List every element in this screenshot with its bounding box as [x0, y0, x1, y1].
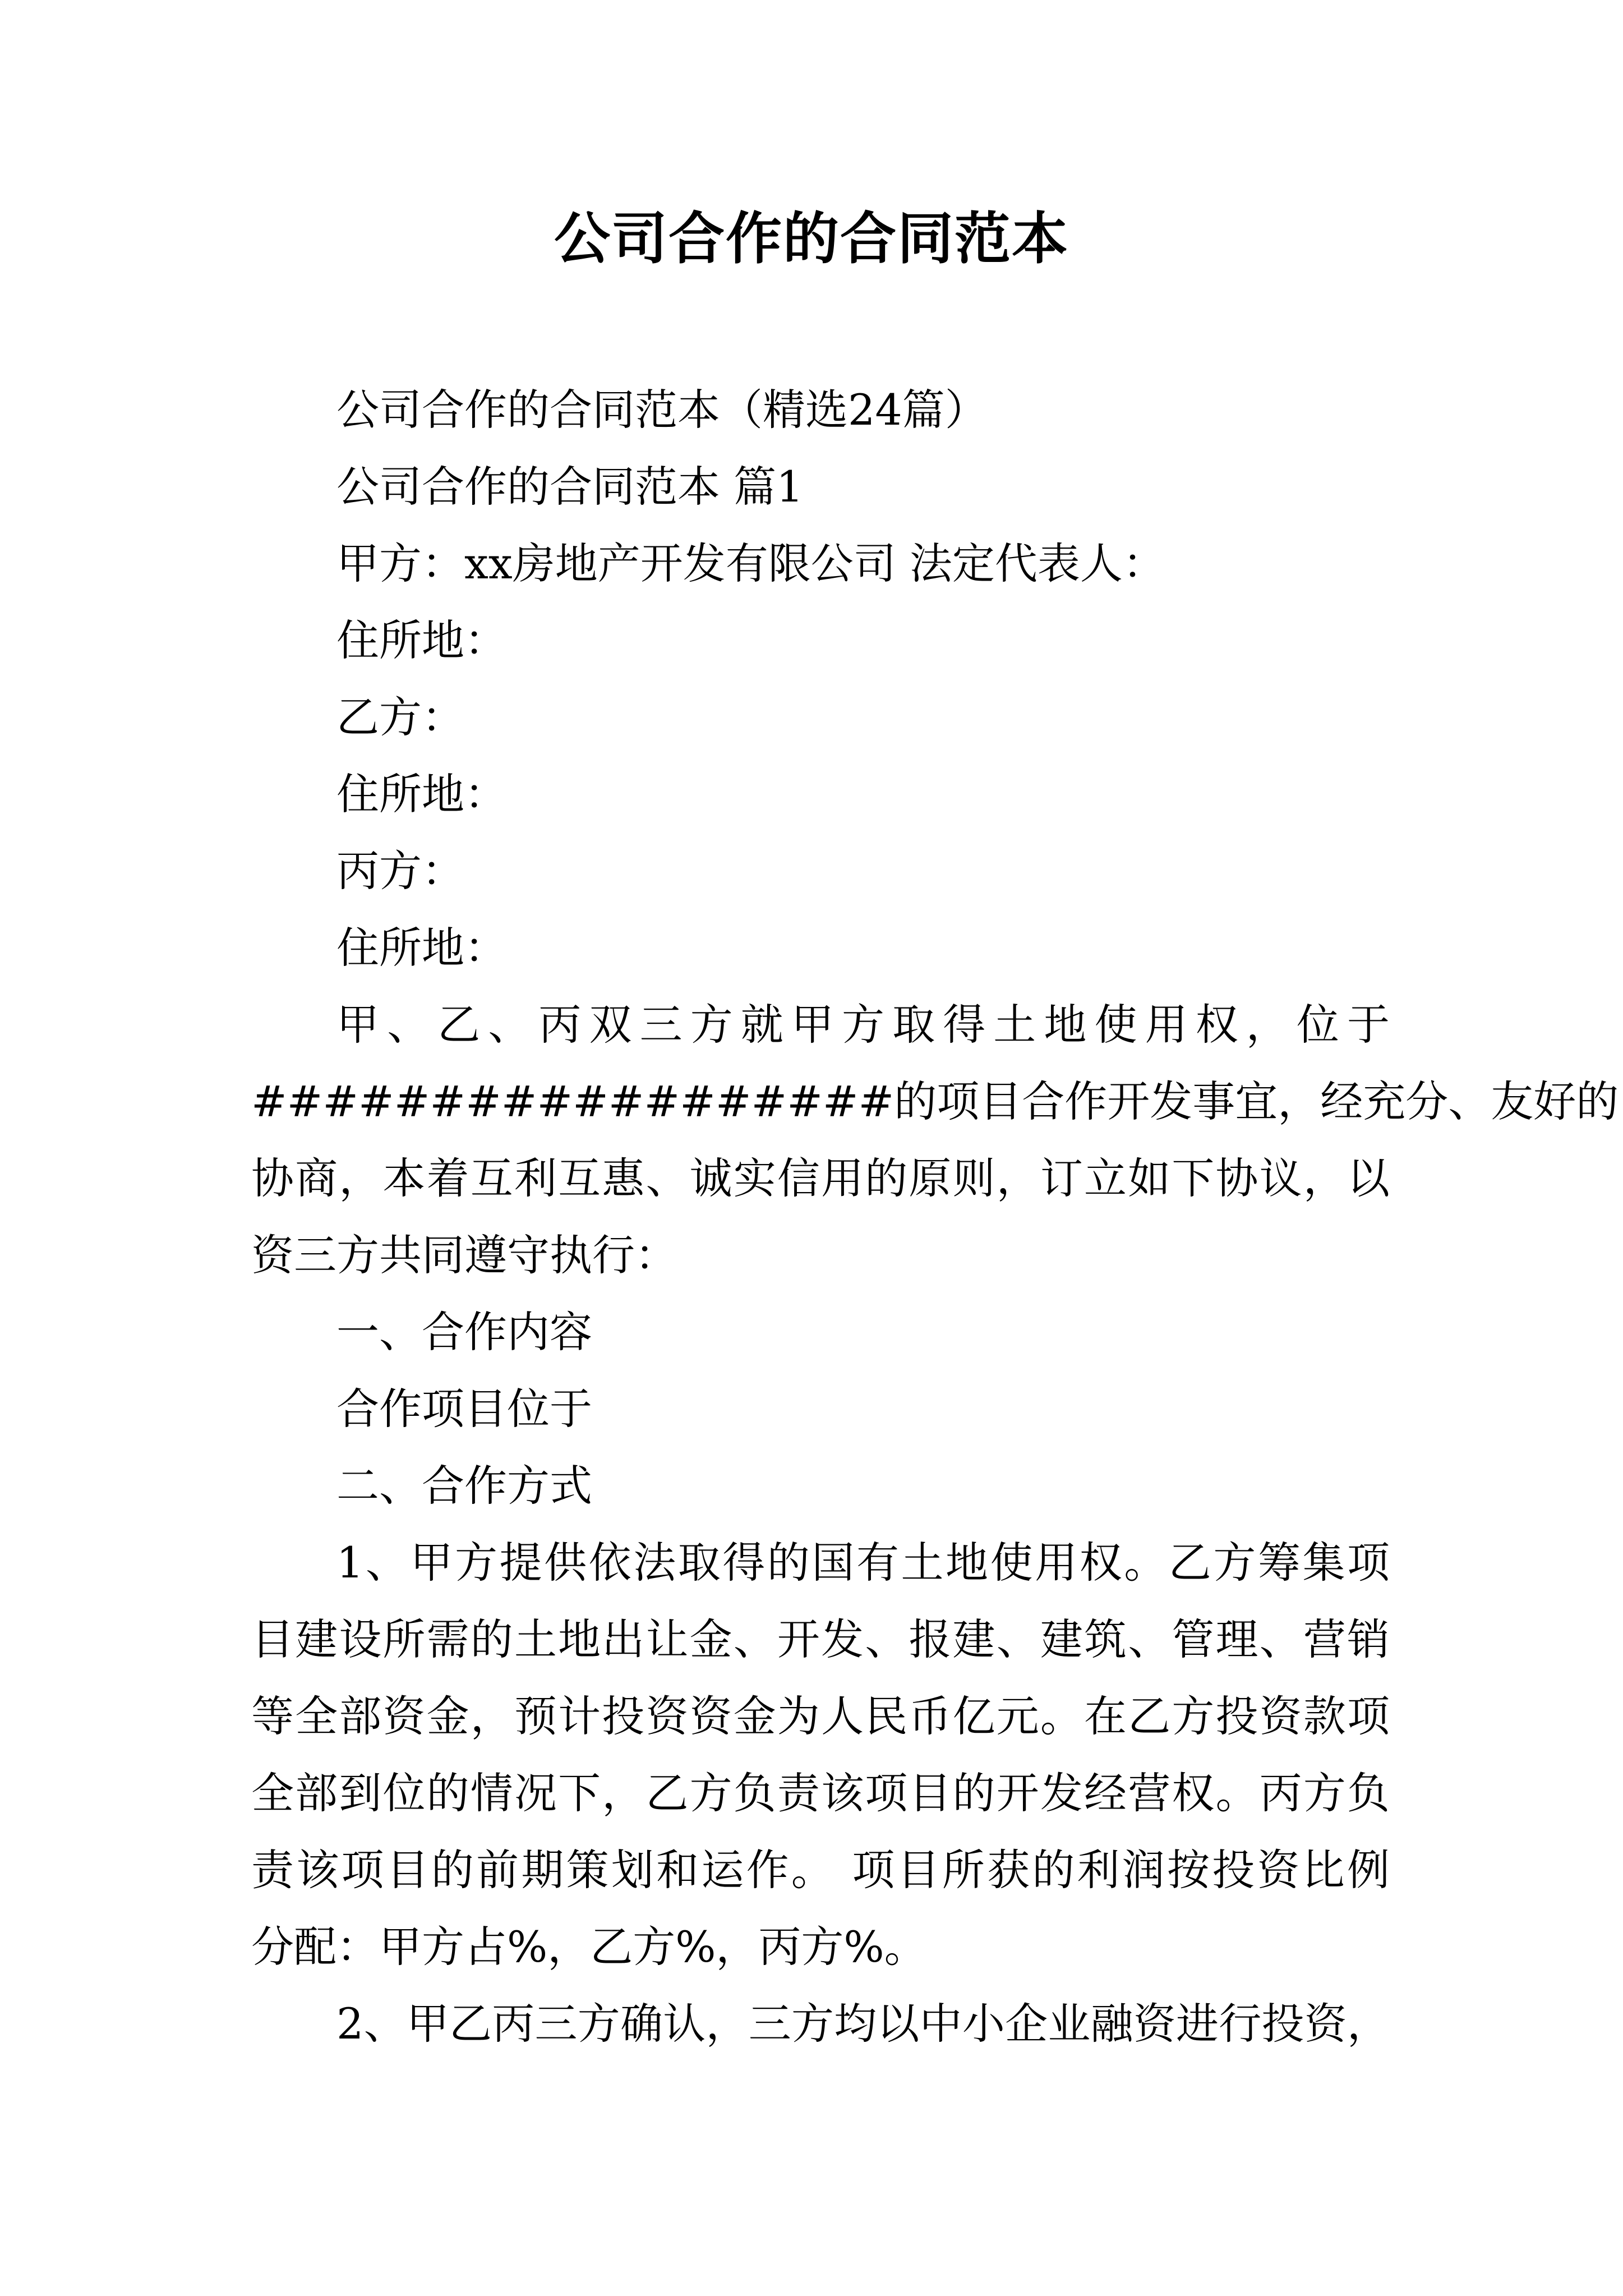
document-body: [251, 371, 1619, 2062]
party-b-address-line: 住所地：: [336, 769, 507, 819]
party-b-line: 乙方：: [336, 692, 464, 742]
paragraph-line: 2、甲乙丙三方确认，三方均以中小企业融资进行投资，: [336, 1999, 1390, 2049]
subtitle-line: 公司合作的合同范本（精选24篇）: [336, 385, 988, 435]
paragraph-line: 分配：甲方占%，乙方%，丙方%。: [251, 1922, 927, 1972]
paragraph-line: 资三方共同遵守执行：: [251, 1230, 677, 1280]
clause-heading: 一、合作内容: [336, 1307, 592, 1357]
paragraph-line: 协商，本着互利互惠、诚实信用的原则，订立如下协议，以: [251, 1153, 1390, 1203]
party-a-address-line: 住所地：: [336, 615, 507, 665]
paragraph-line: 甲、乙、丙双三方就甲方取得土地使用权，位于: [336, 1000, 1390, 1050]
clause-heading: 二、合作方式: [336, 1461, 592, 1511]
party-a-line: 甲方：xx房地产开发有限公司 法定代表人：: [336, 539, 1165, 588]
paragraph-line: 等全部资金，预计投资资金为人民币亿元。在乙方投资款项: [251, 1691, 1390, 1741]
party-c-line: 丙方：: [336, 846, 464, 896]
document-title: 公司合作的合同范本: [554, 205, 1069, 272]
paragraph-line: ##################的项目合作开发事宜，经充分、友好的: [251, 1076, 1619, 1126]
paragraph-line: 1、甲方提供依法取得的国有土地使用权。乙方筹集项: [336, 1538, 1390, 1588]
clause-text: 合作项目位于: [336, 1384, 592, 1434]
party-c-address-line: 住所地：: [336, 923, 507, 973]
paragraph-line: 责该项目的前期策划和运作。 项目所获的利润按投资比例: [251, 1845, 1390, 1895]
paragraph-line: 目建设所需的土地出让金、开发、报建、建筑、管理、营销: [251, 1614, 1390, 1664]
paragraph-line: 全部到位的情况下，乙方负责该项目的开发经营权。丙方负: [251, 1768, 1390, 1818]
section-heading: 公司合作的合同范本 篇1: [336, 462, 804, 512]
